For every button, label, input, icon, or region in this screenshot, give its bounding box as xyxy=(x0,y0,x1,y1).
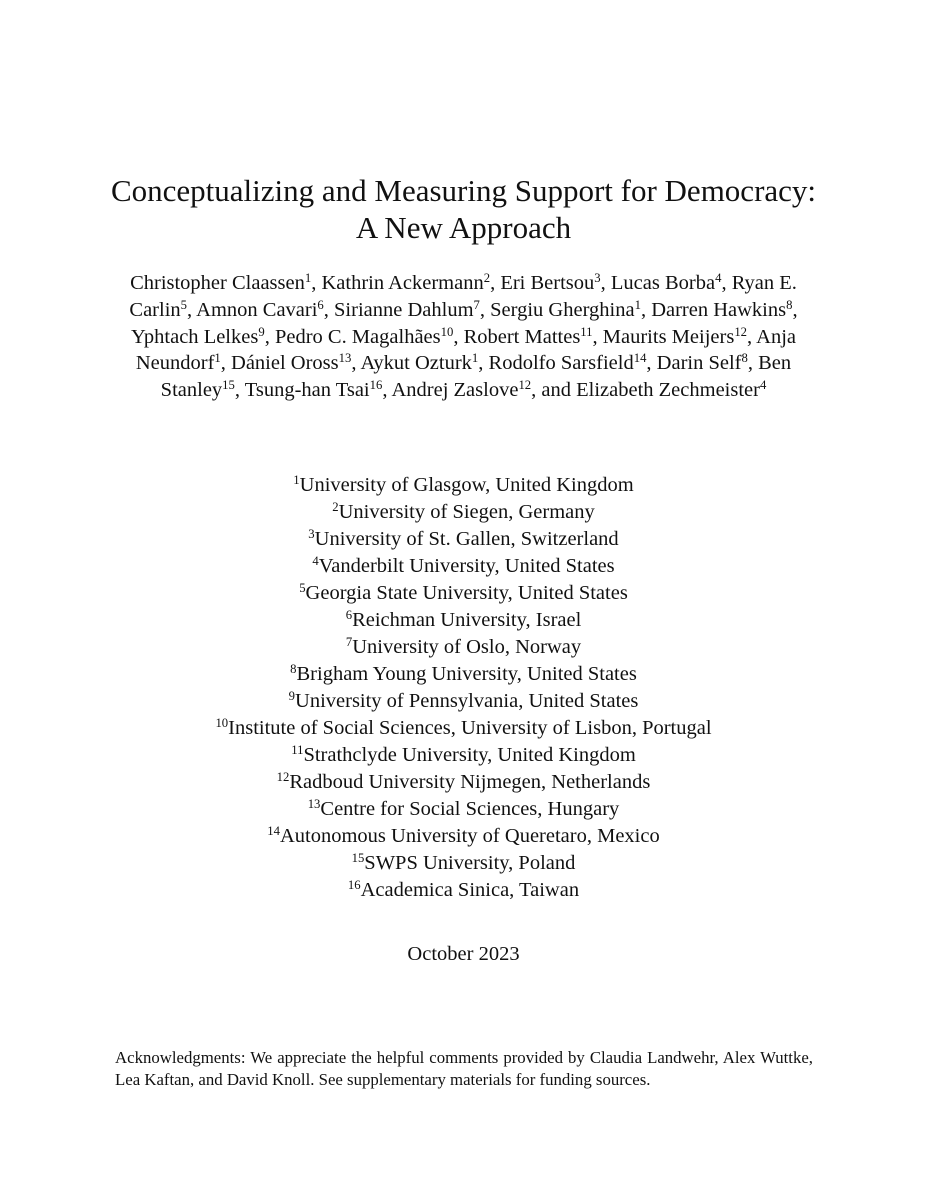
affiliation-name: Strathclyde University, United Kingdom xyxy=(303,744,636,766)
author-given-name: Ben xyxy=(758,352,792,375)
author-given-name: Aykut xyxy=(360,352,415,375)
affiliation-item xyxy=(60,472,867,499)
author-given-name: Tsung-han xyxy=(244,379,336,402)
author-given-name: Amnon xyxy=(196,298,263,321)
author-given-name: Darren xyxy=(651,298,714,321)
author-affiliation-marker: 6 xyxy=(317,297,324,312)
affiliation-name: University of St. Gallen, Switzerland xyxy=(314,528,619,550)
affiliation-name: Vanderbilt University, United States xyxy=(318,555,615,577)
author-surname: Dahlum$^7$ xyxy=(407,297,480,321)
affiliation-number: 12 xyxy=(276,770,290,785)
author-surname: Cavari$^6$ xyxy=(262,297,324,321)
author-given-name: Sirianne xyxy=(334,298,408,321)
author xyxy=(245,379,383,401)
author xyxy=(657,352,748,374)
author xyxy=(651,299,792,321)
affiliation-item xyxy=(60,499,867,526)
author xyxy=(231,352,351,374)
author-surname: Stanley$^{15}$ xyxy=(160,378,235,402)
author-affiliation-marker: 1 xyxy=(471,351,479,366)
author-surname: Borba$^4$ xyxy=(664,271,722,294)
affiliation-list xyxy=(60,472,867,904)
author-surname: Lelkes$^9$ xyxy=(203,324,265,348)
author-affiliation-marker: 1 xyxy=(634,297,641,312)
author-surname: Ackermann$^2$ xyxy=(388,271,491,294)
author-affiliation-marker: 9 xyxy=(258,324,265,339)
author-surname: Zechmeister$^4$ xyxy=(658,378,767,402)
author-affiliation-marker: 4 xyxy=(715,271,722,286)
author-given-name: Kathrin xyxy=(321,272,389,294)
author xyxy=(489,352,647,374)
author xyxy=(321,272,490,294)
author xyxy=(464,326,593,348)
author-surname: Mattes$^{11}$ xyxy=(524,324,593,348)
author-given-name: Christopher xyxy=(130,272,232,294)
author-surname: Bertsou$^3$ xyxy=(530,271,601,294)
author-surname: Meijers$^{12}$ xyxy=(671,324,748,348)
affiliation-name: Institute of Social Sciences, University of Lisbon, Portugal xyxy=(228,717,712,739)
affiliation-number: 5 xyxy=(299,581,306,596)
author xyxy=(611,272,722,294)
affiliation-item xyxy=(60,634,867,661)
author-affiliation-marker: 8 xyxy=(786,297,793,312)
author-surname: Magalhães$^{10}$ xyxy=(351,324,454,348)
author-given-name: Pedro C. xyxy=(274,325,352,348)
affiliation-name: Georgia State University, United States xyxy=(305,582,628,604)
affiliation-name: University of Siegen, Germany xyxy=(338,501,595,523)
author-surname: Claassen$^1$ xyxy=(231,271,312,294)
affiliation-number: 1 xyxy=(293,473,300,488)
paper-title xyxy=(60,172,867,246)
author-given-name: Maurits xyxy=(602,325,672,348)
author-affiliation-marker: 2 xyxy=(483,271,491,286)
author-surname: Zaslove$^{12}$ xyxy=(453,378,532,402)
author-given-name: Rodolfo xyxy=(488,352,561,375)
author-affiliation-marker: 5 xyxy=(180,297,188,312)
author-given-name: Dániel xyxy=(231,352,291,375)
affiliation-number: 14 xyxy=(267,824,280,839)
affiliation-item xyxy=(60,796,867,823)
author-given-name: Eri xyxy=(500,272,531,294)
affiliation-item xyxy=(60,688,867,715)
affiliation-item xyxy=(60,823,867,850)
author-given-name: Sergiu xyxy=(490,298,549,321)
author-affiliation-marker: 11 xyxy=(580,324,593,339)
author-list: Christopher Claassen$^1$, Kathrin Ackermann$^2$, Eri Bertsou$^3$, Lucas Borba$^4$, Ryan E. Carlin$^5$, Amnon Cavari$^6$, Sirianne Dahlum$^7$, Sergiu Gherghina$^1$, Darren Hawkins$^8$, Yphtach Lelkes$^9$, Pedro C. Magalhães$^{10}$, Robert Mattes$^{11}$, Maurits Meijers$^{12}$, Anja Neundorf$^1$, Dániel Oross$^{13}$, Aykut Ozturk$^1$, Rodolfo Sarsfield$^{14}$, Darin Self$^8$, Ben Stanley$^{15}$, Tsung-han Tsai$^{16}$, Andrej Zaslove$^{12}$, and Elizabeth Zechmeister$^4$ xyxy=(129,271,798,402)
affiliation-item xyxy=(60,877,867,904)
paper-title-line-2: A New Approach xyxy=(355,210,572,245)
author xyxy=(360,352,478,374)
author-given-name: Robert xyxy=(463,325,525,348)
author xyxy=(500,272,600,294)
author-affiliation-marker: 3 xyxy=(594,271,601,286)
author-given-name: Andrej xyxy=(391,379,454,402)
author xyxy=(391,379,531,401)
author-affiliation-marker: 8 xyxy=(741,351,748,366)
affiliation-name: Radboud University Nijmegen, Netherlands xyxy=(289,771,651,793)
author-affiliation-marker: 4 xyxy=(759,378,767,393)
affiliation-item xyxy=(60,742,867,769)
affiliation-number: 3 xyxy=(308,527,315,542)
affiliation-name: Academica Sinica, Taiwan xyxy=(360,879,580,901)
author xyxy=(334,299,480,321)
paper-title-line-1: Conceptualizing and Measuring Support for Democracy: xyxy=(110,173,817,208)
author-surname: Carlin$^5$ xyxy=(129,297,188,321)
affiliation-name: Reichman University, Israel xyxy=(352,609,582,631)
author-affiliation-marker: 1 xyxy=(214,351,221,366)
author-surname: Sarsfield$^{14}$ xyxy=(560,351,647,375)
author xyxy=(576,379,766,401)
affiliation-number: 15 xyxy=(351,851,365,866)
author xyxy=(275,326,453,348)
author-affiliation-marker: 14 xyxy=(633,351,647,366)
author-affiliation-marker: 15 xyxy=(222,378,235,393)
affiliation-number: 10 xyxy=(215,716,229,731)
affiliation-item xyxy=(60,661,867,688)
affiliation-item xyxy=(60,715,867,742)
affiliation-name: Autonomous University of Queretaro, Mexico xyxy=(279,825,660,847)
acknowledgments-note: Acknowledgments: We appreciate the helpful comments provided by Claudia Landwehr, Alex Wuttke, Lea Kaftan, and David Knoll. See supplementary materials for funding sources. xyxy=(115,1048,813,1089)
author-given-name: Anja xyxy=(756,325,796,348)
affiliation-number: 13 xyxy=(307,797,321,812)
author xyxy=(131,326,265,348)
author-affiliation-marker: 7 xyxy=(473,297,480,312)
author-surname: Oross$^{13}$ xyxy=(290,351,352,375)
author-given-name: Darin xyxy=(656,352,709,375)
author xyxy=(130,272,311,294)
author-affiliation-marker: 12 xyxy=(518,378,532,393)
author-affiliation-marker: 16 xyxy=(369,378,383,393)
affiliation-number: 6 xyxy=(345,608,353,623)
author-affiliation-marker: 1 xyxy=(304,271,312,286)
affiliation-number: 9 xyxy=(288,689,296,704)
author-given-name: Elizabeth xyxy=(576,379,659,402)
affiliation-number: 2 xyxy=(332,500,339,515)
affiliation-name: University of Glasgow, United Kingdom xyxy=(299,474,634,496)
author-surname: Self$^8$ xyxy=(708,351,748,375)
author-affiliation-marker: 12 xyxy=(734,324,748,339)
affiliation-name: Centre for Social Sciences, Hungary xyxy=(320,798,620,820)
author xyxy=(603,326,747,348)
author-surname: Tsai$^{16}$ xyxy=(335,378,383,402)
affiliation-name: University of Oslo, Norway xyxy=(352,636,582,658)
author-surname: Neundorf$^1$ xyxy=(135,351,221,375)
affiliation-item xyxy=(60,607,867,634)
affiliation-number: 4 xyxy=(312,554,319,569)
author-given-name: Ryan E. xyxy=(731,272,797,294)
affiliation-item xyxy=(60,526,867,553)
affiliation-number: 8 xyxy=(290,662,297,677)
author-given-name: Yphtach xyxy=(130,325,204,348)
affiliation-item xyxy=(60,769,867,796)
affiliation-item xyxy=(60,553,867,580)
affiliation-name: Brigham Young University, United States xyxy=(296,663,637,685)
affiliation-number: 11 xyxy=(291,743,304,758)
affiliation-name: University of Pennsylvania, United States xyxy=(295,690,639,712)
affiliation-number: 16 xyxy=(347,878,361,893)
author xyxy=(490,299,641,321)
affiliation-number: 7 xyxy=(345,635,353,650)
affiliation-item xyxy=(60,850,867,877)
publication-date: October 2023 xyxy=(407,943,520,965)
author-surname: Ozturk$^1$ xyxy=(414,351,479,375)
affiliation-item xyxy=(60,580,867,607)
affiliation-name: SWPS University, Poland xyxy=(364,852,576,874)
author-affiliation-marker: 13 xyxy=(338,351,352,366)
author-surname: Hawkins$^8$ xyxy=(713,297,793,321)
author-surname: Gherghina$^1$ xyxy=(548,297,641,321)
author xyxy=(196,299,324,321)
author-affiliation-marker: 10 xyxy=(440,324,454,339)
author-given-name: Lucas xyxy=(610,272,665,294)
